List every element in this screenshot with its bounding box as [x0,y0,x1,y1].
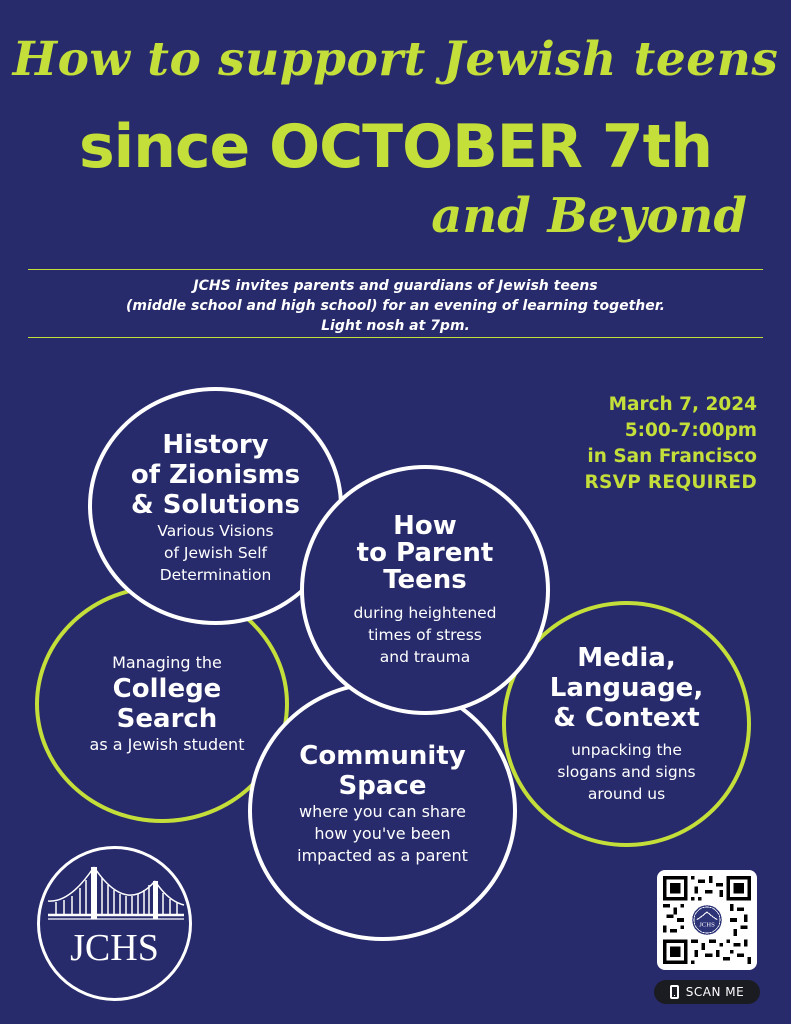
event-details [584,392,757,496]
top-divider [28,269,763,270]
intro-line-1: JCHS invites parents and guardians of Jewish teens [193,278,598,294]
parent-title-1: How [393,510,457,541]
jchs-logo [36,845,193,1002]
media-title-3: & Context [553,703,700,733]
college-title-1: College [112,674,222,704]
rsvp-notice: RSVP REQUIRED [584,472,757,493]
parent-title-2: to Parent [356,537,494,568]
golden-gate-bridge-icon [48,867,184,919]
history-title-2: of Zionisms [130,460,301,490]
intro-line-2: (middle school and high school) for an evening of learning together. [126,298,665,314]
topic-circle-community [248,681,517,941]
parent-sub-1: during heightened [353,603,497,622]
history-sub-1: Various Visions [157,522,274,540]
qr-code[interactable] [657,870,757,970]
community-title-1: Community [299,741,466,771]
event-time: 5:00-7:00pm [624,420,757,441]
community-sub-1: where you can share [299,802,466,821]
college-title-2: Search [116,704,218,734]
logo-text: JCHS [70,927,159,969]
college-pre: Managing the [112,653,222,672]
parent-sub-3: and trauma [379,647,471,666]
title-line-3: and Beyond [431,188,747,244]
community-sub-3: impacted as a parent [297,846,468,865]
media-sub-1: unpacking the [571,741,682,759]
parent-sub-2: times of stress [368,625,482,644]
intro-text [0,276,791,336]
history-title-3: & Solutions [131,490,300,520]
media-title-1: Media, [577,643,676,673]
event-location: in San Francisco [587,446,757,467]
community-title-2: Space [338,771,427,801]
history-sub-3: Determination [159,566,272,584]
community-sub-2: how you've been [314,824,451,843]
qr-code-icon [663,876,751,964]
media-title-2: Language, [549,673,704,703]
history-title-1: History [162,430,269,460]
college-sub-1: as a Jewish student [89,735,245,754]
title-line-1: How to support Jewish teens [12,32,779,87]
scan-me-label: SCAN ME [685,985,745,999]
event-date: March 7, 2024 [608,394,757,415]
media-sub-3: around us [587,785,666,803]
history-sub-2: of Jewish Self [164,544,267,562]
intro-line-3: Light nosh at 7pm. [321,318,470,334]
qr-center-text: JCHS [699,921,715,929]
media-sub-2: slogans and signs [557,763,696,781]
parent-title-3: Teens [383,564,467,595]
scan-me-badge [654,980,760,1004]
topic-circle-parenting [300,465,550,715]
title-line-2: since OCTOBER 7th [78,112,713,182]
phone-icon [670,985,679,999]
bottom-divider [28,337,763,338]
